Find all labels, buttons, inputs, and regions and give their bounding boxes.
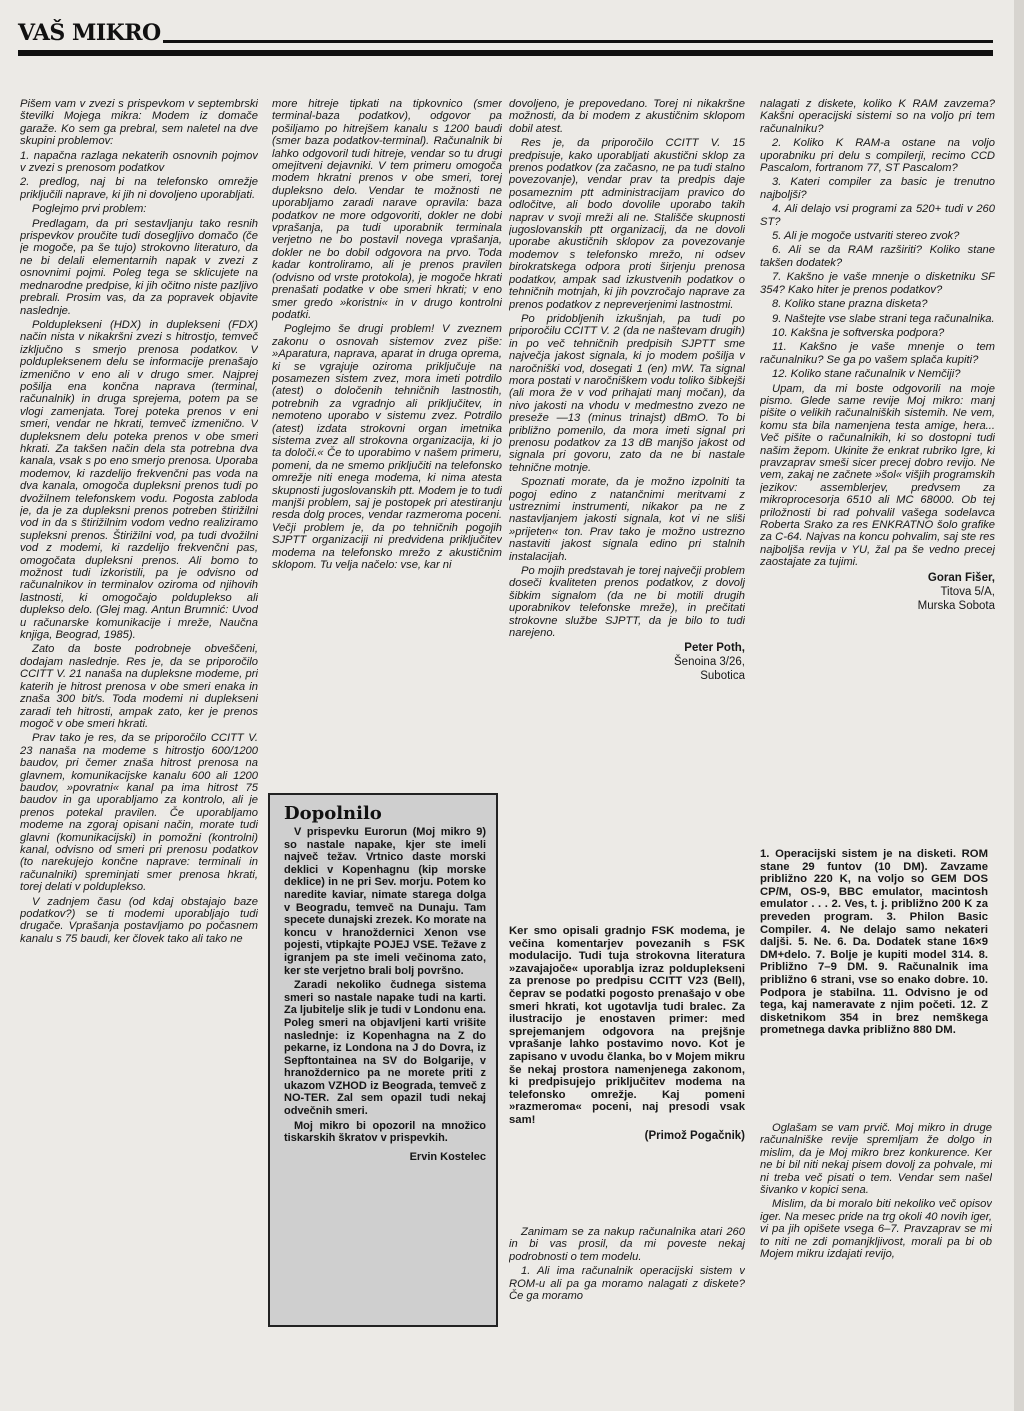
- paragraph: dovoljeno, je prepovedano. Torej ni nikakršne možnosti, da bi modem z akustičnim sklopom dobil atest.: [509, 98, 745, 135]
- paragraph: Po pridobljenih izkušnjah, pa tudi po priporočilu CCITT V. 2 (da ne naštevam drugih) in po več tehničnih predpisih SJPTT sme največja jakost signala, ki jo modem pošilja v naročniški vod, dosegati 1 (en) mW. Ta signal mora postati v naročniškem vodu toliko šibkejši (ali mora že v vod prihajati manj močan), da nivo jakosti na vhodu v medmestno zvezo ne preseže —13 (minus trinajst) dBmO. To bi približno pomenilo, da mora imeti signal pri prenosu podatkov za 13 dB manjšo jakost od signala pri govoru, zato da ne bi nastale tehnične motnje.: [509, 312, 745, 474]
- paragraph: V prispevku Eurorun (Moj mikro 9) so nastale napake, kjer ste imeli največ težav. Vrtnico daste morski deklici v Kopenhagnu (kip morske deklice) in ne pri Sev. morju. Potem ko naredite kaviar, nimate starega dolga v Beogradu, temveč na Dunaju. Tam specete dunajski zrezek. Ko morate na koncu v hranoždernici Xenon vse pojesti, vtipkajte POJEJ VSE. Težave z igranjem pa ste imeli večinoma zato, ker ste verjetno brali bolj površno.: [284, 826, 486, 977]
- column-3-letter: [509, 98, 745, 918]
- column-1-letter: [20, 98, 258, 1328]
- paragraph: Poglejmo še drugi problem! V zveznem zakonu o osnovah sistemov zvez piše: »Aparatura, naprava, aparat in druga oprema, ki se vgrajuje oziroma priključuje na posamezen sistem zvez, mora imeti potrdilo (atest) o določenih tehničnih lastnostih, potrebnih za vgradnjo ali priključitev, in nemoteno uporabo v sistemu zvez. Potrdilo (atest) izdata strokovni organ imetnika sistema zvez all strokovna organizacija, ki jo ta določi.« Če to uporabimo v našem primeru, pomeni, da ne smemo priključiti na telefonsko omrežje niti enega modema, ki nima atesta skupnosti jugoslovanskih ptt. Modem je to tudi manjši problem, saj je postopek pri atestiranju resda dolg proces, vendar razmeroma poceni. Večji problem je, da po tehničnih pogojih SJPTT organizaciji ni predvidena priključitev modema na telefonsko mrežo z akustičnim sklopom. Tu velja načelo: vse, kar ni: [272, 323, 502, 572]
- paragraph: Polduplekseni (HDX) in duplekseni (FDX) način nista v nikakršni zvezi s hitrostjo, temveč izključno s smerjo prenosa podatkov. V poldupleksenem delu se informacije prenašajo izmenično v eno ali v drugo smer. Najprej pošilja ena končna naprava (terminal, računalnik) in druga sprejema, potem pa se vlogi zamenjata. Torej poteka prenos v eni smeri, vendar ne hkrati, temveč izmenično. V dupleksnem delu poteka prenos v obe smeri hkrati. Za takšen način dela sta potrebna dva kanala, vsak s po eno smerjo prenosa. Uporaba modemov, ki razdelijo frekvenčni pas voda na dva kanala, omogoča dupleksni prenos tudi po dvožilnem telefonskem vodu. Pogosta zabloda je, da je za dupleksni prenos potreben štirižilni vod in da s štirižilnim vodom vedno realiziramo supleksni prenos. Štirižilni vod, pa tudi dvožilni vod z modemi, ki razdelijo frekvenčni pas, omogočata dupleksni prenos. Ali bomo to možnost tudi izkoristili, pa je odvisno od računalnikov in terminalov oziroma od njihovih lastnosti, ki omogočajo polduplekso ali duplekso delo. (Glej mag. Antun Brumnić: Uvod u računarske komunikacije i mreže, Naučna knjiga, Beograd, 1985).: [20, 318, 258, 642]
- question: 12. Koliko stane računalnik v Nemčiji?: [772, 368, 961, 381]
- paragraph: Oglašam se vam prvič. Moj mikro in druge računalniške revije spremljam že dolgo in mislim, da je Moj mikro brez konkurence. Ker ne bi bil niti nekaj pisem dovolj za pohvale, mi ni treba več pisati o tem. Vendar sem našel šivanko v kopici sena.: [760, 1122, 992, 1197]
- paragraph: 1. Operacijski sistem je na disketi. ROM stane 29 funtov (10 DM). Zavzame približno 220 K, na voljo so GEM DOS CP/M, OS-9, BBC emulator, macintosh emulator . . . 2. Ves, t. j. približno 200 K za preveden program. 3. Philon Basic Compiler. 4. Ne delajo samo nekateri daljši. 5. Ne. 6. Da. Dodatek stane 16×9 DM+delo. 7. Bolje je kupiti model 314. 8. Približno 7–9 DM. 9. Računalnik ima približno 6 strani, vse so enako dobre. 10. Podpora je stabilna. 11. Odvisno je od tega, kaj nameravate z njim početi. 12. Z disketnikom 354 in brez nemškega prometnega davka približno 880 DM.: [760, 848, 988, 1037]
- question: 7. Kakšno je vaše mnenje o disketniku SF 354? Kako hiter je prenos podatkov?: [760, 271, 995, 296]
- column-4-letter-bottom: [760, 1122, 992, 1362]
- question: 9. Naštejte vse slabe strani tega računalnika.: [772, 312, 995, 325]
- paragraph: V zadnjem času (od kdaj obstajajo baze podatkov?) se ti modemi uporabljajo tudi drugače. Vprašanja postavljamo po počasnem kanalu s 75 baudi, ker človek tako ali tako ne: [20, 895, 258, 945]
- letter-signature: Peter Poth,: [684, 642, 745, 655]
- paragraph: more hitreje tipkati na tipkovnico (smer terminal-baza podatkov), odgovor pa pošiljamo po hitrejšem kanalu s 1200 baudi (smer baza podatkov-terminal). Računalnik bi lahko odgovoril tudi hitreje, vendar so tu drugi omejitveni dejavniki. V tem primeru omogoča modem hkratni prenos v obe smeri, torej dupleksno delo. Vendar te možnosti ne uporabljamo zaradi narave opravila: baza podatkov ne more odgovoriti, dokler ne dobi vprašanja, pa tudi uporabnik terminala verjetno ne bo postavil novega vprašanja, dokler ne bo dobil odgovora na prvo. Toda kadar kontroliramo, ali je prenos pravilen (odvisno od vrste protokola), je mogoče hkrati prenašati podatke v obe smeri hkrati; v eno smer gredo »koristni« in v drugo kontrolni podatki.: [272, 98, 502, 321]
- reply-signature: (Primož Pogačnik): [644, 1129, 745, 1142]
- letter-address: Šenoina 3/26,: [674, 656, 745, 669]
- column-4-letter: [760, 98, 995, 828]
- question: 3. Kateri compiler za basic je trenutno najboljši?: [760, 176, 995, 201]
- question: 4. Ali delajo vsi programi za 520+ tudi v 260 ST?: [760, 203, 995, 228]
- column-2-letter: [272, 98, 502, 788]
- question: 11. Kakšno je vaše mnenje o tem računalniku? Se ga po vašem splača kupiti?: [760, 341, 995, 366]
- paragraph: 1. Ali ima računalnik operacijski sistem v ROM-u ali pa ga moramo nalagati z diskete? Če ga moramo: [509, 1265, 745, 1303]
- question: 2. Koliko K RAM-a ostane na voljo uporabniku pri delu s compilerji, recimo CCD Pascalom, fortranom 77, ST Pascalom?: [760, 137, 995, 175]
- box-signature: Ervin Kostelec: [409, 1150, 486, 1163]
- paragraph: Zaradi nekoliko čudnega sistema smeri so nastale napake tudi na karti. Za ljubitelje slik je tudi v Londonu ena. Poleg smeri na objavljeni karti vrišite naslednje: iz Kopenhagna na Z do pekarne, iz Londona na J do Dovra, iz Sepftontainea na SV do Bolgarije, v hranoždernico pa ne morete priti z ukazom VZHOD iz Beograda, temveč z NO-TER. Zal sem opazil tudi nekaj odvečnih smeri.: [284, 979, 486, 1118]
- paragraph: Zato da boste podrobneje obveščeni, dodajam naslednje. Res je, da se priporočilo CCITT V. 21 nanaša na dupleksne modeme, pri katerih je hitrost prenosa v obe smeri enaka in znaša 300 bit/s. Toda modemi ni duplekseni zaradi teh hitrosti, ampak zato, ker je prenos mogoč v obe smeri hkrati.: [20, 643, 258, 730]
- dopolnilo-box: [268, 793, 498, 1327]
- page-edge: [1014, 0, 1024, 1411]
- paragraph: Pišem vam v zvezi s prispevkom v septembrski številki Mojega mikra: Modem iz domače garaže. Ko sem ga prebral, sem naletel na dve skupini problemov:: [20, 98, 258, 148]
- letter-signature: Goran Fišer,: [927, 571, 995, 584]
- question: 8. Koliko stane prazna disketa?: [772, 298, 928, 311]
- box-body: [270, 826, 496, 1145]
- header-rule-thin: [163, 40, 993, 43]
- header-rule-thick: [18, 50, 993, 56]
- paragraph: Moj mikro bi opozoril na množico tiskarskih škratov v prispevkih.: [284, 1119, 486, 1145]
- editor-reply: [509, 925, 745, 1225]
- paragraph: Ker smo opisali gradnjo FSK modema, je večina komentarjev povezanih s FSK modulacijo. Tudi tuja strokovna literatura »zavajajoče« uporablja izraz polduplekseni za prenose po predpisu CCITT V23 (Bell), čeprav se podatki pogosto prenašajo v obe smeri hkrati, kot ugotavlja tudi bralec. Za ilustracijo je enostaven primer: med sprejemanjem odgovora na prejšnje vprašanje lahko postavimo novo. Kot je zapisano v uvodu članka, bo v Mojem mikru še nekaj prostora namenjenega zakonom, ki predpisujejo priključitev modema na telefonsko omrežje. Kaj pomeni »razmeroma« poceni, naj presodi vsak sam!: [509, 925, 745, 1126]
- letter-city: Murska Sobota: [917, 599, 995, 612]
- editor-answers: [760, 848, 988, 1108]
- paragraph: Spoznati morate, da je možno izpolniti ta pogoj edino z natančnimi meritvami z ustreznimi instrumenti, nikakor pa ne z nastavljanjem jakosti signala, kot vi ne sliši »prijeten« ton. Prav tako je možno ustrezno nastaviti jakost signala edino pri stalnih instalacijah.: [509, 476, 745, 563]
- section-header: [18, 14, 993, 54]
- paragraph: Prav tako je res, da se priporočilo CCITT V. 23 nanaša na modeme s hitrostjo 600/1200 baudov, pri čemer znaša hitrost prenosa na glavnem, komunikacijske kanalu 600 ali 1200 baudov, »povratni« kanal pa ima hitrost 75 baudov in ga uporabljamo za kontrolo, ali je prenos potekal pravilen. Če uporabljamo modeme na zgoraj opisani način, morate tudi glavni (komunikacijski) in pomožni (kontrolni) kanal, odvisno od smeri pri prenosu podatkov (to narekujejo končne naprave: terminali in računalniki) spreminjati smer prenosa hkrati, torej delati v polduplekso.: [20, 732, 258, 894]
- paragraph: Mislim, da bi moralo biti nekoliko več opisov iger. Na mesec pride na trg okoli 40 novih iger, vi pa jih opišete vsega 6–7. Pravzaprav se mi to niti ne zdi pomanjkljivost, morali pa bi ob Mojem mikru izdajati revijo,: [760, 1198, 992, 1261]
- paragraph: Predlagam, da pri sestavljanju tako resnih prispevkov proučite tudi dosegljivo domačo (če je mogoče, pa še tujo) strokovno literaturo, da ne bi delali elementarnih napak v zvezi z osnovnimi pojmi. Poleg tega se sklicujete na mednarodne predpise, ki jih očitno niste pazljivo prebrali. Prosim vas, da za popravek objavite naslednje.: [20, 217, 258, 317]
- paragraph: Zanimam se za nakup računalnika atari 260 in bi vas prosil, da mi poveste nekaj podrobnosti o tem modelu.: [509, 1226, 745, 1263]
- question: 10. Kakšna je softverska podpora?: [772, 326, 945, 339]
- box-title: Dopolnilo: [284, 803, 382, 824]
- question: 5. Ali je mogoče ustvariti stereo zvok?: [772, 230, 960, 243]
- paragraph: Po mojih predstavah je torej največji problem doseči kvaliteten prenos podatkov, z dovolj šibkim signalom (da ne bi motili drugih uporabnikov telefonske mreže), in prečitati strokovne službe SJPTT, da je bilo to tudi narejeno.: [509, 565, 745, 640]
- letter-city: Subotica: [700, 670, 745, 683]
- question: 6. Ali se da RAM razširiti? Koliko stane takšen dodatek?: [760, 244, 995, 269]
- column-3-question-letter: [509, 1226, 745, 1346]
- letter-address: Titova 5/A,: [940, 585, 995, 598]
- paragraph: 1. napačna razlaga nekaterih osnovnih pojmov v zvezi s prenosom podatkov: [20, 149, 258, 175]
- paragraph: Upam, da mi boste odgovorili na moje pismo. Glede same revije Moj mikro: manj pišite o velikih računalniških sistemih. Ne vem, komu sta bila namenjena testa amige, hera... Več pišite o računalnikih, ki so dostopni tudi našim žepom. Ukinite že enkrat rubriko Igre, ki pravzaprav smeši sicer precej dobro revijo. Ne vem, zakaj ne začnete »šol« višjih programskih jezikov: assemblerjev, predvsem za mikroprocesorja 6510 ali MC 68000. Ob tej priložnosti bi rad pohvalil vašega sodelavca Roberta Srako za res ENKRATNO šolo grafike za C-64. Najvas na koncu pohvalim, saj ste res najboljša revija v YU, žal pa še vedno precej zaostajate za tujimi.: [760, 382, 995, 569]
- paragraph: Res je, da priporočilo CCITT V. 15 predpisuje, kako uporabljati akustični sklop za prenos podatkov (za začasno, ne pa tudi stalno povezovanje), vendar prav ta predpis daje posameznim ptt administracijam pravico do odločitve, ali bodo dovolile uporabo takih naprav v svoji mreži ali ne. Stališče skupnosti jugoslovanskih ptt organizacij, da ne dovoli uporabe akustičnih sklopov za povezovanje modemov s telefonsko mrežo, ni odsev birokratskega odpora proti širjenju prenosa podatkov, ampak sad izkustvenih podatkov o tehničnih motnjah, ki jih povzročajo naprave za prenos podatkov z nepreverjenimi lastnostmi.: [509, 137, 745, 311]
- paragraph: Poglejmo prvi problem:: [32, 203, 147, 216]
- section-title: VAŠ MIKRO: [18, 20, 161, 46]
- paragraph: nalagati z diskete, koliko K RAM zavzema? Kakšni operacijski sistemi so na voljo pri tem računalniku?: [760, 98, 995, 135]
- paragraph: 2. predlog, naj bi na telefonsko omrežje priključili naprave, ki jih ni dovoljeno uporabljati.: [20, 176, 258, 201]
